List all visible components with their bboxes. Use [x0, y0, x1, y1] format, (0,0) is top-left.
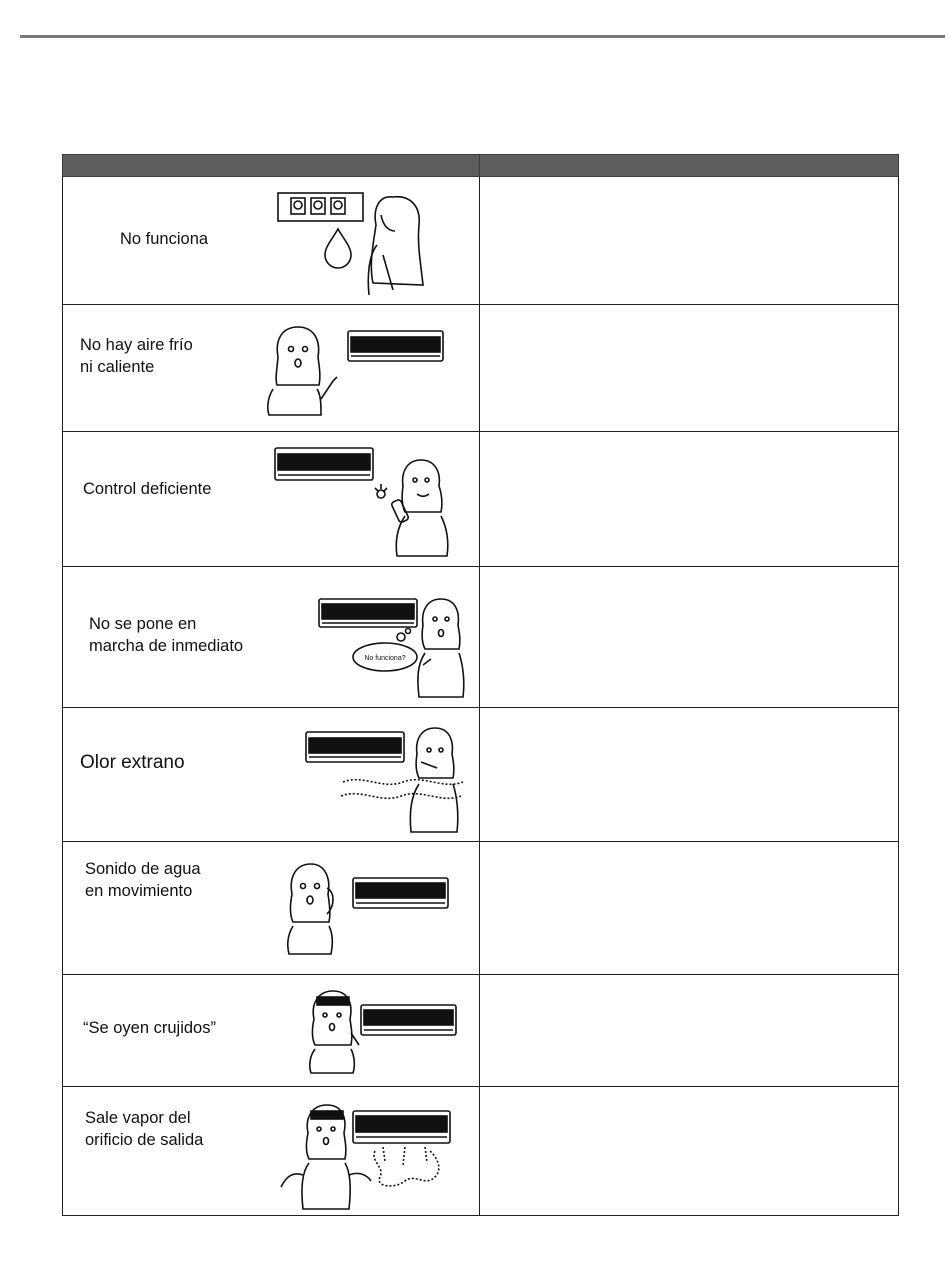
problem-cell [63, 975, 480, 1087]
problem-label: Olor extrano [80, 752, 185, 773]
remedy-cell [480, 567, 899, 708]
woman-remote-ac-unit-icon [271, 442, 461, 560]
woman-vapor-ac-unit-icon [275, 1101, 455, 1213]
remedy-cell [480, 975, 899, 1087]
woman-speech-bubble-ac-unit-icon [313, 589, 473, 704]
problem-cell [63, 842, 480, 975]
problem-label: Control deficiente [83, 480, 212, 498]
remedy-cell [480, 708, 899, 842]
table-row [63, 305, 899, 432]
table-row [63, 177, 899, 305]
woman-cracking-ac-unit-icon [303, 987, 463, 1077]
remedy-cell [480, 842, 899, 975]
table-row [63, 567, 899, 708]
header-remedy [480, 155, 899, 177]
problem-cell [63, 567, 480, 708]
problem-label: “Se oyen crujidos” [83, 1019, 216, 1037]
remedy-cell [480, 305, 899, 432]
problem-cell [63, 177, 480, 305]
remedy-cell [480, 177, 899, 305]
woman-listening-ac-unit-icon [283, 858, 458, 958]
problem-label: No hay aire frío ni caliente [80, 336, 193, 376]
problem-label: No se pone en marcha de inmediato [89, 615, 244, 655]
table-row [63, 842, 899, 975]
problem-label: Sonido de agua en movimiento [85, 860, 201, 900]
top-rule [20, 35, 945, 38]
problem-cell [63, 305, 480, 432]
remedy-cell [480, 432, 899, 567]
woman-pointing-ac-unit-icon [263, 319, 453, 419]
problem-cell [63, 708, 480, 842]
table-row [63, 708, 899, 842]
header-problem [63, 155, 480, 177]
troubleshooting-table [62, 154, 899, 1216]
problem-cell [63, 432, 480, 567]
table-row [63, 975, 899, 1087]
table-header-row [63, 155, 899, 177]
speech-bubble-text: No funciona? [364, 655, 406, 662]
table-row [63, 432, 899, 567]
remedy-cell [480, 1087, 899, 1216]
problem-cell [63, 1087, 480, 1216]
woman-odor-ac-unit-icon [303, 722, 478, 837]
problem-label: No funciona [120, 230, 209, 248]
display-panel-drop-woman-icon [273, 185, 433, 300]
table-row [63, 1087, 899, 1216]
problem-label: Sale vapor del orificio de salida [85, 1109, 204, 1149]
